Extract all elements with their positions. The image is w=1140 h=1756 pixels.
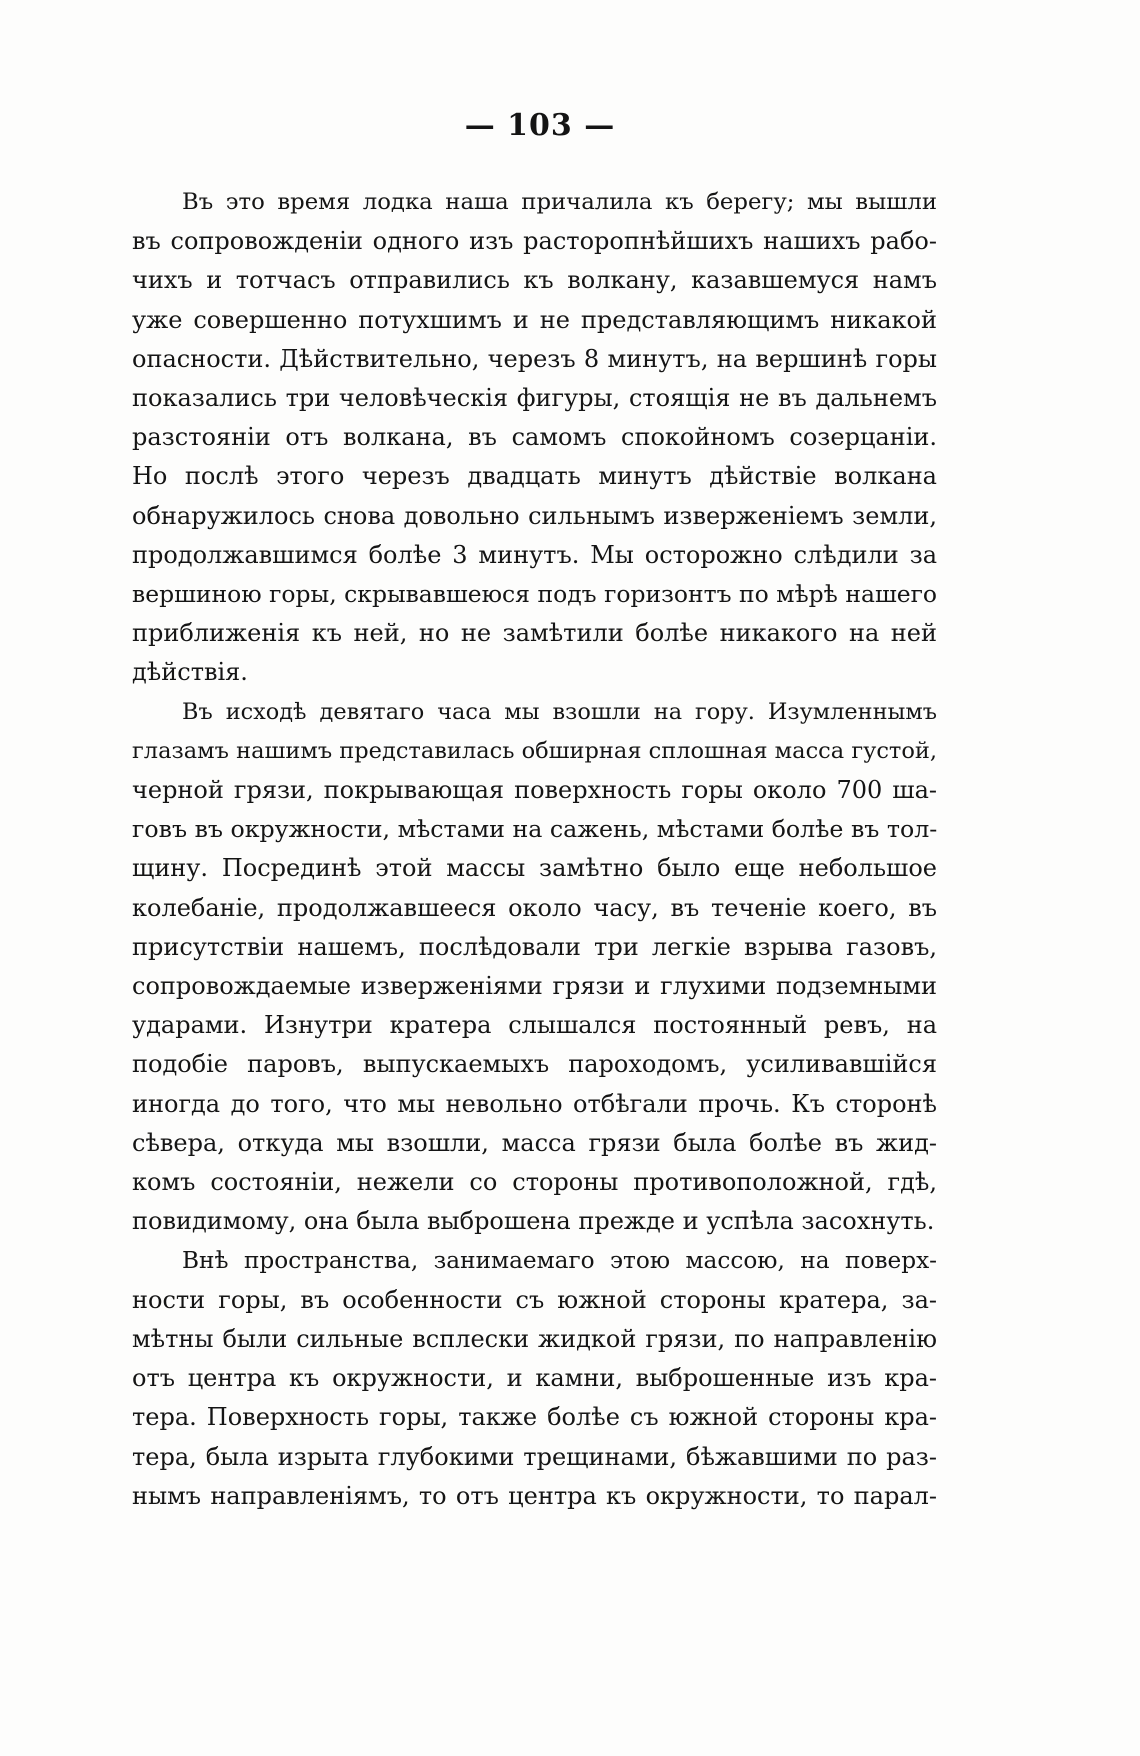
text-line: мѣтны были сильные всплески жидкой грязи, по направленію: [132, 1324, 937, 1353]
text-line: колебаніе, продолжавшееся около часу, въ теченіе коего, въ: [132, 893, 937, 922]
text-line: обнаружилось снова довольно сильнымъ изверженіемъ земли,: [132, 501, 937, 530]
text-line: иногда до того, что мы невольно отбѣгали прочь. Къ сторонѣ: [132, 1089, 937, 1118]
text-line: черной грязи, покрывающая поверхность горы около 700 ша-: [132, 776, 937, 805]
text-line: сопровождаемые изверженіями грязи и глухими подземными: [132, 972, 937, 1001]
paragraph-2: [132, 693, 937, 1242]
text-line: въ сопровожденіи одного изъ расторопнѣйшихъ нашихъ рабо-: [132, 227, 937, 256]
text-line: продолжавшимся болѣе 3 минутъ. Мы осторожно слѣдили за: [132, 540, 937, 569]
text-line: присутствіи нашемъ, послѣдовали три легкіе взрыва газовъ,: [132, 932, 937, 961]
text-line: чихъ и тотчасъ отправились къ волкану, казавшемуся намъ: [132, 266, 937, 295]
paragraph-1: [132, 183, 937, 693]
text-line: приближенія къ ней, но не замѣтили болѣе никакого на ней: [132, 619, 937, 648]
text-line: вершиною горы, скрывавшеюся подъ горизонтъ по мѣрѣ нашего: [132, 580, 937, 609]
text-line: глазамъ нашимъ представилась обширная сплошная масса густой,: [132, 737, 938, 764]
text-line: Въ это время лодка наша причалила къ берегу; мы вышли: [182, 189, 937, 215]
paragraph-3: [132, 1241, 937, 1515]
text-line: Внѣ пространства, занимаемаго этою массою, на поверх-: [182, 1247, 937, 1275]
text-line: комъ состояніи, нежели со стороны противоположной, гдѣ,: [132, 1168, 937, 1197]
text-line: Въ исходѣ девятаго часа мы взошли на гору. Изумленнымъ: [182, 698, 937, 725]
text-line: Но послѣ этого черезъ двадцать минутъ дѣйствіе волкана: [132, 462, 937, 491]
text-line: подобіе паровъ, выпускаемыхъ пароходомъ, усиливавшійся: [132, 1050, 937, 1079]
text-line: нымъ направленіямъ, то отъ центра къ окружности, то парал-: [132, 1481, 937, 1510]
text-line: сѣвера, откуда мы взошли, масса грязи была болѣе въ жид-: [132, 1128, 937, 1157]
text-line: уже совершенно потухшимъ и не представляющимъ никакой: [132, 305, 937, 334]
text-line: щину. Посрединѣ этой массы замѣтно было еще небольшое: [132, 854, 937, 883]
text-line: ударами. Изнутри кратера слышался постоянный ревъ, на: [132, 1011, 937, 1040]
text-line: тера. Поверхность горы, также болѣе съ южной стороны кра-: [132, 1403, 937, 1432]
text-line: показались три человѣческія фигуры, стоящія не въ дальнемъ: [132, 384, 937, 413]
text-line: отъ центра къ окружности, и камни, выброшенные изъ кра-: [132, 1364, 937, 1393]
page-number: — 103 —: [464, 108, 616, 143]
text-line: повидимому, она была выброшена прежде и успѣла засохнуть.: [132, 1207, 935, 1236]
text-line: говъ въ окружности, мѣстами на сажень, мѣстами болѣе въ тол-: [132, 815, 938, 844]
text-line: дѣйствія.: [132, 658, 248, 687]
text-line: ности горы, въ особенности съ южной стороны кратера, за-: [132, 1285, 937, 1314]
body-text: [132, 183, 937, 1516]
text-line: тера, была изрыта глубокими трещинами, бѣжавшими по раз-: [132, 1442, 937, 1471]
text-line: опасности. Дѣйствительно, черезъ 8 минутъ, на вершинѣ горы: [132, 344, 937, 373]
text-line: разстояніи отъ волкана, въ самомъ спокойномъ созерцаніи.: [132, 423, 937, 452]
